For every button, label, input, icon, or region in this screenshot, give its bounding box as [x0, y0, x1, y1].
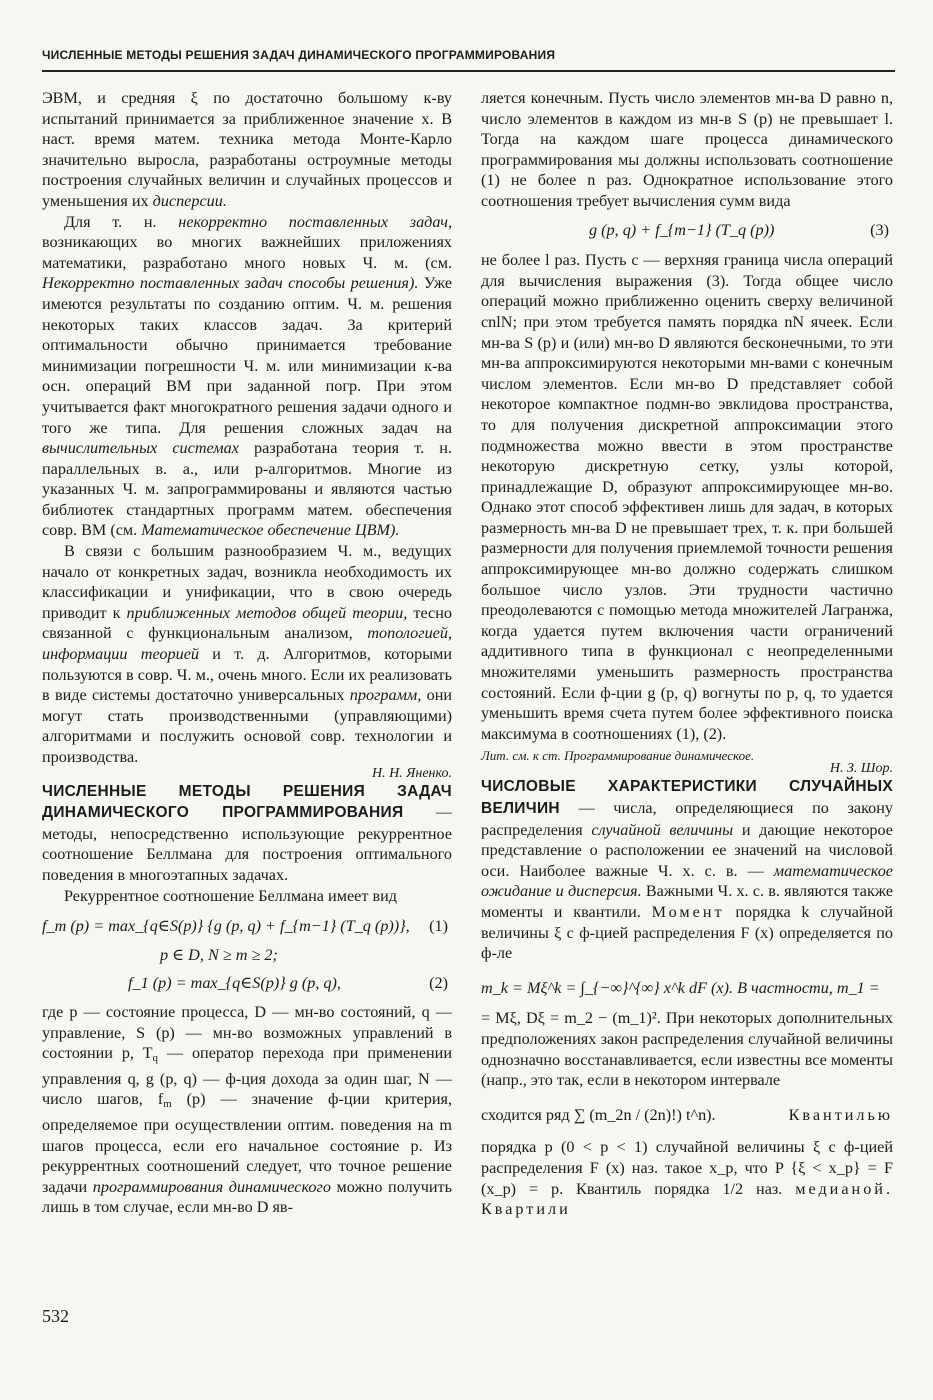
spaced-term: Момент — [651, 902, 725, 921]
equation-number: (3) — [870, 220, 889, 239]
formula-text: f_m (p) = max_{q∈S(p)} {g (p, q) + f_{m−1} (T_q (p))}, — [42, 917, 410, 936]
cross-reference: программирования динамического — [92, 1177, 331, 1196]
equation-number: (2) — [429, 974, 448, 993]
paragraph — [42, 541, 452, 768]
text: тесно связанной с функциональным анализом, — [42, 603, 452, 643]
cross-reference: вычислительных системах — [42, 439, 239, 458]
running-header: ЧИСЛЕННЫЕ МЕТОДЫ РЕШЕНИЯ ЗАДАЧ ДИНАМИЧЕСКОГО ПРОГРАММИРОВАНИЯ — [42, 48, 556, 62]
formula-text: g (p, q) + f_{m−1} (T_q (p)) — [589, 220, 775, 239]
text: и т. д. Алгоритмов, которыми пользуются в совр. Ч. м., очень много. Если их реализовать в виде системы достаточно универсальных — [42, 645, 452, 705]
subscript: q — [152, 1052, 158, 1065]
formula-text: m_k = Mξ^k = ∫_{−∞}^{∞} x^k dF (x). В частности, m_1 = — [481, 978, 880, 997]
equation-number: (1) — [429, 917, 448, 936]
cross-reference: топологией, информации теорией — [42, 624, 453, 664]
cross-reference: случайной величины — [591, 820, 734, 839]
paragraph — [42, 1002, 452, 1218]
article-entry — [42, 781, 452, 886]
italic-term: некорректно поставленных задач, — [178, 212, 452, 231]
formula-text: p ∈ D, N ≥ m ≥ 2; — [160, 945, 278, 964]
paragraph: = Mξ, Dξ = m_2 − (m_1)². При некоторых дополнительных предположениях закон распределения случайной величины однозначно восстанавливается, если известны все моменты (напр., это так, если в некотором интервале — [481, 1009, 893, 1090]
article-heading: ЧИСЛЕННЫЕ МЕТОДЫ РЕШЕНИЯ ЗАДАЧ ДИНАМИЧЕСКОГО ПРОГРАММИРОВАНИЯ — [42, 782, 452, 822]
formula-1b — [42, 945, 452, 966]
text: можно получить лишь в том случае, если мн-во D яв- — [42, 1177, 453, 1217]
subscript: m — [163, 1098, 172, 1111]
text: возникающих во многих важнейших приложениях математики, разработано много новых Ч. м. (см. — [42, 233, 452, 272]
text: они могут стать производственными (управляющими) алгоритмами и послужить основой совр. технологии и производства. — [42, 686, 453, 766]
paragraph — [481, 1137, 893, 1219]
cross-reference: математическое ожидание и дисперсия. — [481, 861, 893, 901]
text: Важными Ч. х. с. в. являются также моменты и квантили. — [481, 882, 894, 921]
formula-text: сходится ряд ∑ (m_2n / (2n)!) t^n). — [481, 1105, 716, 1124]
text: порядка k случайной величины ξ с ф-цией распределения F (x) определяется по ф-ле — [481, 902, 894, 963]
text: и дающие некоторое представление о расположении ее значений на числовой оси. Наиболее важные Ч. х. с. в. — — [481, 820, 893, 880]
text: где p — состояние процесса, D — мн-во состояний, q — управление, S (p) — мн-во возможных управлений в состоянии p, T — [42, 1002, 452, 1063]
page-number: 532 — [42, 1306, 69, 1326]
cross-reference: Математическое обеспечение ЦВМ). — [141, 521, 400, 540]
paragraph — [42, 88, 452, 212]
paragraph — [42, 212, 452, 542]
text: Уже имеются результаты по созданию оптим. Ч. м. решения некоторых таких классов задач. За критерий оптимальности обычно принимается требование минимизации погрешности Ч. м. или минимизации к-ва осн. операций ВМ при заданной погр. При этом учитывается факт многократного решения задачи одного и того же типа. Для решения сложных задач на — [42, 274, 453, 437]
author-signature: Н. Н. Яненко. — [371, 765, 452, 781]
cross-reference: программ, — [349, 686, 422, 705]
text: порядка p (0 < p < 1) случайной величины ξ с ф-цией распределения F (x) наз. такое x_p, что P {ξ < x_p} = F (x_p) = p. Квантиль порядка 1/2 наз. — [481, 1138, 893, 1198]
article-heading: ЧИСЛОВЫЕ ХАРАКТЕРИСТИКИ СЛУЧАЙНЫХ ВЕЛИЧИН — [481, 778, 893, 817]
formula-text: f_1 (p) = max_{q∈S(p)} g (p, q), — [128, 974, 341, 993]
cross-reference: Некорректно поставленных задач способы решения). — [42, 274, 419, 293]
formula-5 — [481, 1105, 893, 1126]
right-column — [481, 88, 893, 1220]
article-entry — [481, 776, 893, 963]
author-signature: Н. З. Шор. — [829, 761, 893, 777]
text: — числа, определяющиеся по закону распределения — [481, 799, 893, 839]
paragraph: Рекуррентное соотношение Беллмана имеет вид — [64, 886, 397, 905]
spaced-term: Квартили — [481, 1200, 571, 1219]
cross-reference: приближенных методов общей теории, — [126, 603, 408, 622]
literature-reference: Лит. см. к ст. Программирование динамическое. — [481, 748, 755, 764]
formula-3 — [481, 220, 893, 241]
text: В связи с большим разнообразием Ч. м., ведущих начало от конкретных задач, возникла необходимость их классификации и унификации, что в свою очередь приводит к — [42, 542, 452, 622]
paragraph: не более l раз. Пусть c — верхняя граница числа операций для вычисления выражения (3). Тогда общее число операций можно приближенно оценить сверху величиной cnlN; при этом требуется память порядка nN ячеек. Если мн-ва S (p) и (или) мн-во D являются бесконечными, то эти мн-ва аппроксимируются некоторыми мн-вами с конечным числом элементов. Если мн-во D представляет собой некоторое компактное подмн-во эвклидова пространства, то для получения дискретной аппроксимации этого подмножества можно ввести в этом пространстве некоторую дискретную сетку, узлы которой, принадлежащие D, образуют аппроксимирующее мн-во. Однако этот способ эффективен лишь для задач, в которых размерность мн-ва D не превышает трех, т. к. при большей размерности для получения приемлемой точности решения аппроксимирующее мн-во должно содержать слишком большое число узлов. Эти трудности частично преодолеваются с помощью метода множителей Лагранжа, когда удается путем включения части ограничений аддитивного типа в функционал с неопределенными множителями уменьшить размерность пространства состояний. Если ф-ции g (p, q) вогнуты по p, q, то удается уменьшить время счета путем более эффективного поиска максимума в соотношениях (1), (2). — [481, 251, 893, 743]
text: разработана теория т. н. параллельных в. а., или р-алгоритмов. Многие из указанных Ч. м. запрограммированы и являются частью библиотек стандартных программ матем. обеспечения совр. ВМ (см. — [42, 439, 452, 540]
paragraph: ляется конечным. Пусть число элементов мн-ва D равно n, число элементов в каждом из мн-в S (p) не превышает l. Тогда на каждом шаге процесса динамического программирования мы должны использовать соотношение (1) не более n раз. Однократное использование этого соотношения требует вычисления сумм вида — [481, 89, 893, 210]
text: — оператор перехода при применении управления q, g (p, q) — ф-ция дохода за один шаг, N — число шагов, f — [42, 1044, 452, 1109]
formula-2 — [42, 973, 452, 994]
text: — методы, непосредственно использующие рекуррентное соотношение Беллмана для построения оптимального поведения в многоэтапных задачах. — [42, 803, 452, 884]
text: (p) — значение ф-ции критерия, определяемое при осуществлении оптим. поведения на m шагов процесса, если его начальное состояние p. Из рекуррентных соотношений следует, что точное решение задачи — [42, 1090, 452, 1196]
header-rule — [42, 70, 895, 72]
text: ЭВМ, и средняя ξ по достаточно большому к-ву испытаний принимается за приближенное значение x. В наст. время матем. техника метода Монте-Карло значительно выросла, разработаны остроумные методы построения случайных величин и случайных процессов и уменьшения их — [42, 89, 452, 210]
spaced-term: медианой. — [795, 1179, 893, 1198]
italic-term: дисперсии. — [152, 191, 227, 210]
formula-1 — [42, 916, 452, 937]
spaced-term: Квантилью — [788, 1105, 893, 1124]
text: Для т. н. — [64, 212, 157, 231]
formula-4 — [481, 978, 893, 999]
left-column — [42, 88, 452, 1218]
